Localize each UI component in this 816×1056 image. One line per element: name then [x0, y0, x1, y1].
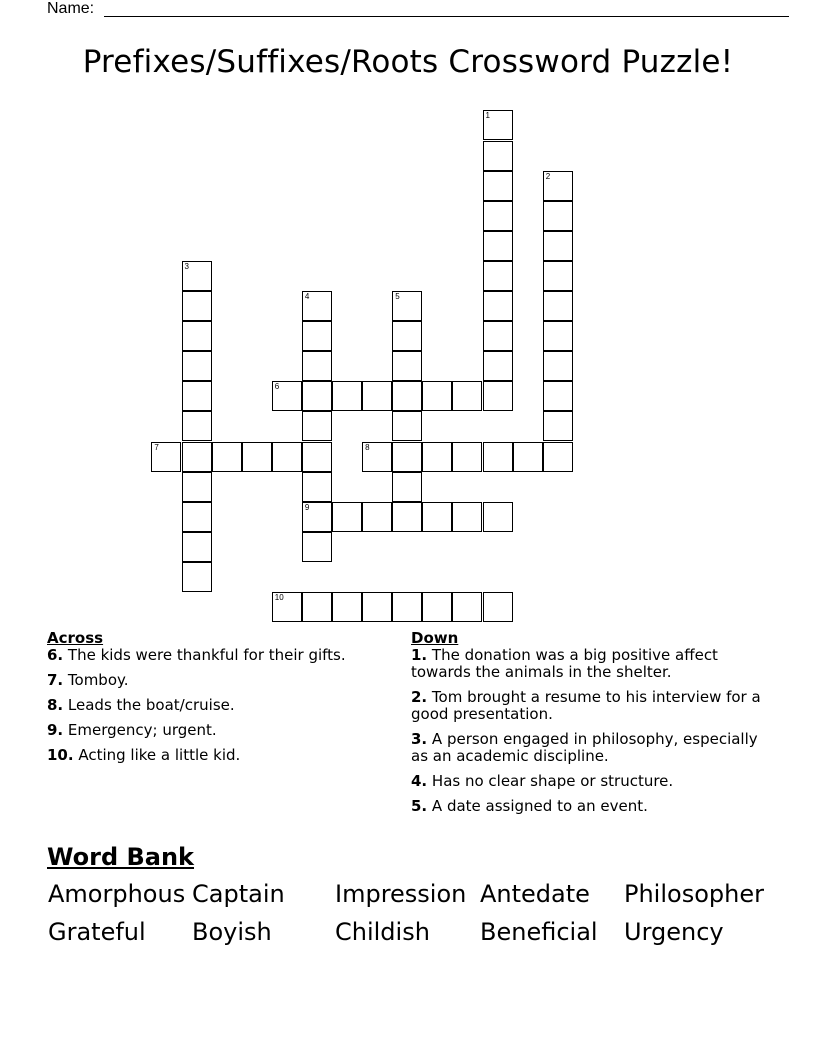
- crossword-cell[interactable]: [483, 321, 513, 351]
- crossword-cell[interactable]: [483, 141, 513, 171]
- crossword-cell[interactable]: [483, 592, 513, 622]
- crossword-cell[interactable]: [483, 171, 513, 201]
- word-bank-item: Captain: [192, 880, 285, 908]
- clue-item: [411, 773, 771, 790]
- crossword-cell[interactable]: [182, 381, 212, 411]
- crossword-cell[interactable]: [483, 231, 513, 261]
- crossword-cell[interactable]: [362, 442, 392, 472]
- crossword-cell[interactable]: [483, 110, 513, 140]
- clue-item: [411, 647, 771, 681]
- down-heading: Down: [411, 629, 459, 647]
- crossword-cell[interactable]: [272, 442, 302, 472]
- crossword-cell[interactable]: [302, 532, 332, 562]
- crossword-cell[interactable]: [302, 592, 332, 622]
- clue-number: 2.: [411, 688, 428, 706]
- word-bank-item: Grateful: [48, 918, 146, 946]
- crossword-cell[interactable]: [182, 532, 212, 562]
- word-bank-item: Beneficial: [480, 918, 598, 946]
- clue-text: Emergency; urgent.: [63, 721, 217, 739]
- crossword-cell[interactable]: [392, 291, 422, 321]
- clue-number: 4.: [411, 772, 428, 790]
- crossword-cell[interactable]: [242, 442, 272, 472]
- crossword-cell[interactable]: [332, 502, 362, 532]
- crossword-cell[interactable]: [392, 381, 422, 411]
- clue-number: 5.: [411, 797, 428, 815]
- page-title: Prefixes/Suffixes/Roots Crossword Puzzle!: [82, 44, 734, 80]
- crossword-cell[interactable]: [543, 291, 573, 321]
- crossword-cell[interactable]: [543, 351, 573, 381]
- crossword-cell[interactable]: [392, 321, 422, 351]
- crossword-cell[interactable]: [452, 592, 482, 622]
- crossword-cell[interactable]: [151, 442, 181, 472]
- cell-number: 4: [304, 292, 310, 301]
- clue-number: 1.: [411, 646, 428, 664]
- crossword-cell[interactable]: [182, 562, 212, 592]
- crossword-cell[interactable]: [543, 201, 573, 231]
- cell-number: 5: [395, 292, 400, 301]
- cell-number: 3: [184, 261, 189, 271]
- crossword-cell[interactable]: [302, 381, 332, 411]
- across-clues: [47, 630, 367, 764]
- crossword-cell[interactable]: [483, 291, 513, 321]
- cell-number: 6: [274, 382, 280, 392]
- crossword-cell[interactable]: [332, 381, 362, 411]
- clue-item: [47, 697, 367, 714]
- crossword-cell[interactable]: [182, 291, 212, 321]
- crossword-cell[interactable]: [483, 442, 513, 472]
- clue-text: Tomboy.: [63, 671, 129, 689]
- crossword-cell[interactable]: [422, 592, 452, 622]
- crossword-cell[interactable]: [513, 442, 543, 472]
- clue-item: [47, 647, 367, 664]
- clue-text: A date assigned to an event.: [427, 797, 648, 815]
- clue-text: The donation was a big positive affect towards the animals in the shelter.: [411, 646, 718, 681]
- word-bank-item: Philosopher: [624, 880, 764, 908]
- cell-number: 1: [485, 111, 490, 121]
- word-bank-heading: Word Bank: [47, 843, 195, 871]
- crossword-cell[interactable]: [422, 502, 452, 532]
- crossword-cell[interactable]: [182, 261, 212, 291]
- crossword-cell[interactable]: [543, 442, 573, 472]
- crossword-cell[interactable]: [302, 351, 332, 381]
- crossword-cell[interactable]: [392, 502, 422, 532]
- crossword-cell[interactable]: [272, 381, 302, 411]
- crossword-cell[interactable]: [422, 381, 452, 411]
- crossword-cell[interactable]: [182, 321, 212, 351]
- word-bank-item: Urgency: [624, 918, 724, 946]
- crossword-cell[interactable]: [182, 472, 212, 502]
- crossword-cell[interactable]: [543, 171, 573, 201]
- crossword-cell[interactable]: [302, 472, 332, 502]
- crossword-cell[interactable]: [182, 351, 212, 381]
- crossword-cell[interactable]: [182, 411, 212, 441]
- clue-number: 9.: [47, 721, 64, 739]
- word-bank-item: Amorphous: [48, 880, 186, 908]
- crossword-cell[interactable]: [302, 442, 332, 472]
- crossword-cell[interactable]: [302, 321, 332, 351]
- crossword-cell[interactable]: [543, 411, 573, 441]
- clue-number: 7.: [47, 671, 64, 689]
- clue-item: [411, 798, 771, 815]
- name-label: Name:: [47, 0, 95, 17]
- crossword-cell[interactable]: [422, 442, 452, 472]
- clue-text: Leads the boat/cruise.: [63, 696, 235, 714]
- down-clues: [411, 630, 771, 815]
- crossword-cell[interactable]: [362, 592, 392, 622]
- cell-number: 7: [154, 442, 159, 452]
- word-bank-item: Antedate: [480, 880, 590, 908]
- crossword-cell[interactable]: [182, 442, 212, 472]
- clue-item: [47, 747, 367, 764]
- crossword-cell[interactable]: [272, 592, 302, 622]
- word-bank-item: Childish: [335, 918, 430, 946]
- crossword-cell[interactable]: [362, 502, 392, 532]
- clue-text: Acting like a little kid.: [73, 746, 241, 764]
- word-bank-item: Impression: [335, 880, 467, 908]
- clue-number: 3.: [411, 730, 428, 748]
- crossword-cell[interactable]: [392, 592, 422, 622]
- crossword-cell[interactable]: [212, 442, 242, 472]
- crossword-cell[interactable]: [332, 592, 362, 622]
- clue-item: [411, 689, 771, 723]
- crossword-cell[interactable]: [483, 261, 513, 291]
- cell-number: 9: [304, 502, 310, 512]
- crossword-cell[interactable]: [483, 201, 513, 231]
- clue-text: Has no clear shape or structure.: [427, 772, 674, 790]
- clue-number: 6.: [47, 646, 64, 664]
- clue-text: A person engaged in philosophy, especially as an academic discipline.: [411, 730, 758, 765]
- crossword-cell[interactable]: [543, 381, 573, 411]
- across-heading: Across: [47, 629, 104, 647]
- crossword-cell[interactable]: [302, 411, 332, 441]
- clue-item: [47, 672, 367, 689]
- clue-text: The kids were thankful for their gifts.: [63, 646, 346, 664]
- clue-number: 10.: [47, 746, 74, 764]
- crossword-cell[interactable]: [392, 411, 422, 441]
- crossword-cell[interactable]: [182, 502, 212, 532]
- crossword-cell[interactable]: [543, 261, 573, 291]
- crossword-cell[interactable]: [392, 472, 422, 502]
- cell-number: 8: [365, 442, 370, 452]
- word-bank-item: Boyish: [192, 918, 272, 946]
- clue-item: [47, 722, 367, 739]
- crossword-cell[interactable]: [302, 291, 332, 321]
- crossword-cell[interactable]: [392, 351, 422, 381]
- clue-item: [411, 731, 771, 765]
- crossword-cell[interactable]: [452, 442, 482, 472]
- crossword-cell[interactable]: [543, 231, 573, 261]
- cell-number: 10: [274, 593, 284, 602]
- crossword-cell[interactable]: [543, 321, 573, 351]
- crossword-cell[interactable]: [483, 502, 513, 532]
- crossword-cell[interactable]: [483, 351, 513, 381]
- crossword-cell[interactable]: [302, 502, 332, 532]
- crossword-cell[interactable]: [452, 381, 482, 411]
- crossword-cell[interactable]: [452, 502, 482, 532]
- crossword-cell[interactable]: [392, 442, 422, 472]
- clue-number: 8.: [47, 696, 64, 714]
- cell-number: 2: [545, 171, 551, 181]
- crossword-cell[interactable]: [362, 381, 392, 411]
- crossword-cell[interactable]: [483, 381, 513, 411]
- clue-text: Tom brought a resume to his interview for a good presentation.: [411, 688, 761, 723]
